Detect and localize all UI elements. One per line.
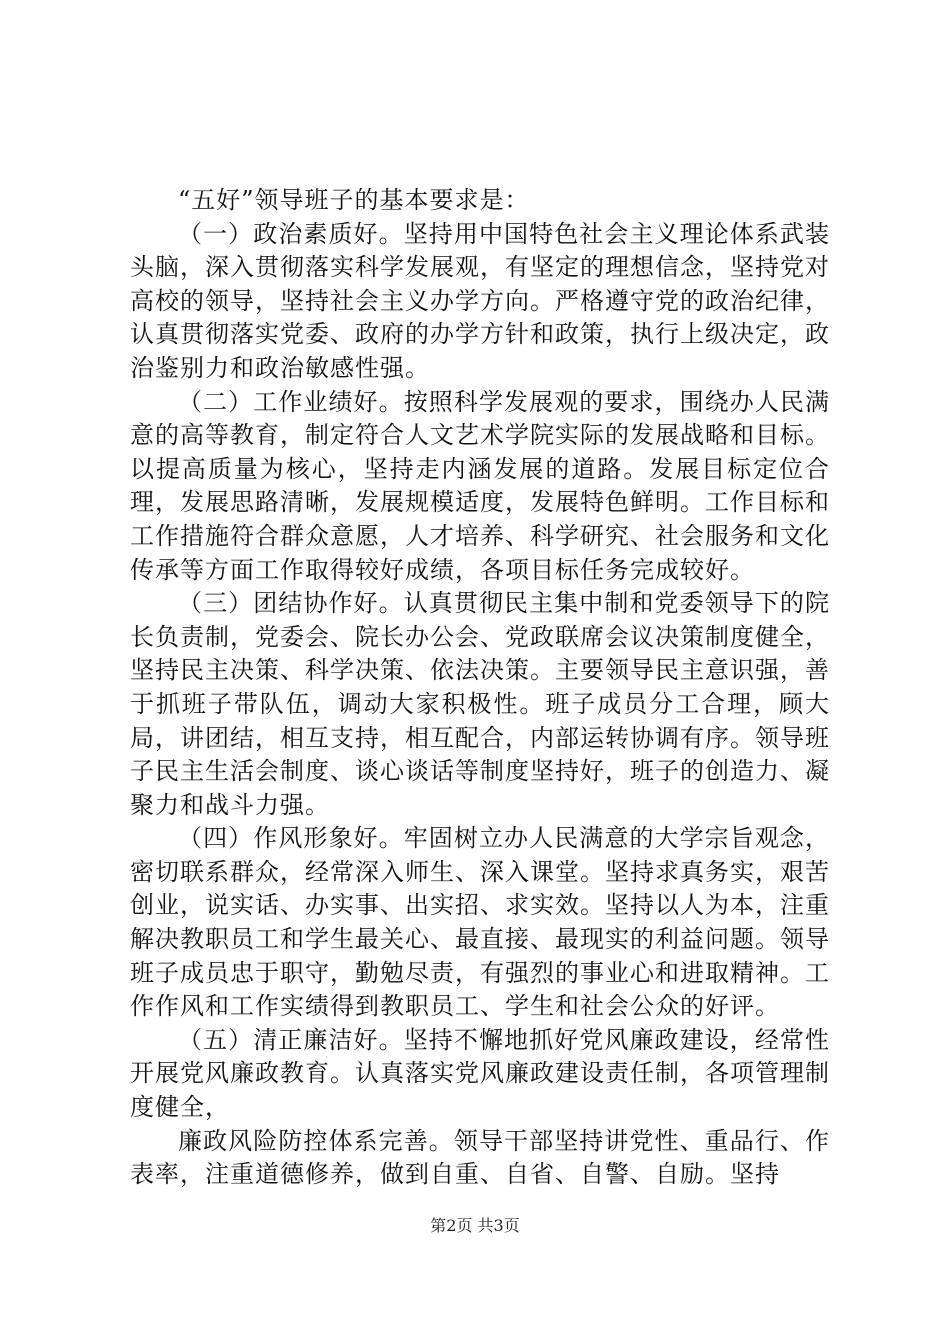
paragraph-political-quality: （一）政治素质好。坚持用中国特色社会主义理论体系武装头脑，深入贯彻落实科学发展观，有坚定的理想信念，坚持党对高校的领导，坚持社会主义办学方向。严格遵守党的政治纪律，认真贯彻落实党委、政府的办学方针和政策，执行上级决定，政治鉴别力和政治敏感性强。	[130, 219, 830, 382]
paragraph-style-image: （四）作风形象好。牢固树立办人民满意的大学宗旨观念，密切联系群众，经常深入师生、深入课堂。坚持求真务实，艰苦创业，说实话、办实事、出实招、求实效。坚持以人为本，注重解决教职员工和学生最关心、最直接、最现实的利益问题。领导班子成员忠于职守，勤勉尽责，有强烈的事业心和进取精神。工作作风和工作实绩得到教职员工、学生和社会公众的好评。	[130, 824, 830, 1021]
paragraph-integrity: （五）清正廉洁好。坚持不懈地抓好党风廉政建设，经常性开展党风廉政教育。认真落实党风廉政建设责任制，各项管理制度健全，	[130, 1025, 830, 1122]
paragraph-unity-cooperation: （三）团结协作好。认真贯彻民主集中制和党委领导下的院长负责制，党委会、院长办公会、党政联席会议决策制度健全，坚持民主决策、科学决策、依法决策。主要领导民主意识强，善于抓班子带队伍，调动大家积极性。班子成员分工合理，顾大局，讲团结，相互支持，相互配合，内部运转协调有序。领导班子民主生活会制度、谈心谈话等制度坚持好，班子的创造力、凝聚力和战斗力强。	[130, 589, 830, 819]
document-body	[130, 184, 830, 1192]
paragraph-intro: “五好”领导班子的基本要求是：	[178, 186, 530, 214]
page-footer: 第2页 共3页	[430, 1216, 520, 1235]
paragraph-risk-control: 廉政风险防控体系完善。领导干部坚持讲党性、重品行、作表率，注重道德修养，做到自重、自省、自警、自励。坚持	[130, 1126, 830, 1189]
paragraph-work-performance: （二）工作业绩好。按照科学发展观的要求，围绕办人民满意的高等教育，制定符合人文艺术学院实际的发展战略和目标。以提高质量为核心，坚持走内涵发展的道路。发展目标定位合理，发展思路清晰，发展规模适度，发展特色鲜明。工作目标和工作措施符合群众意愿，人才培养、科学研究、社会服务和文化传承等方面工作取得较好成绩，各项目标任务完成较好。	[130, 387, 830, 584]
